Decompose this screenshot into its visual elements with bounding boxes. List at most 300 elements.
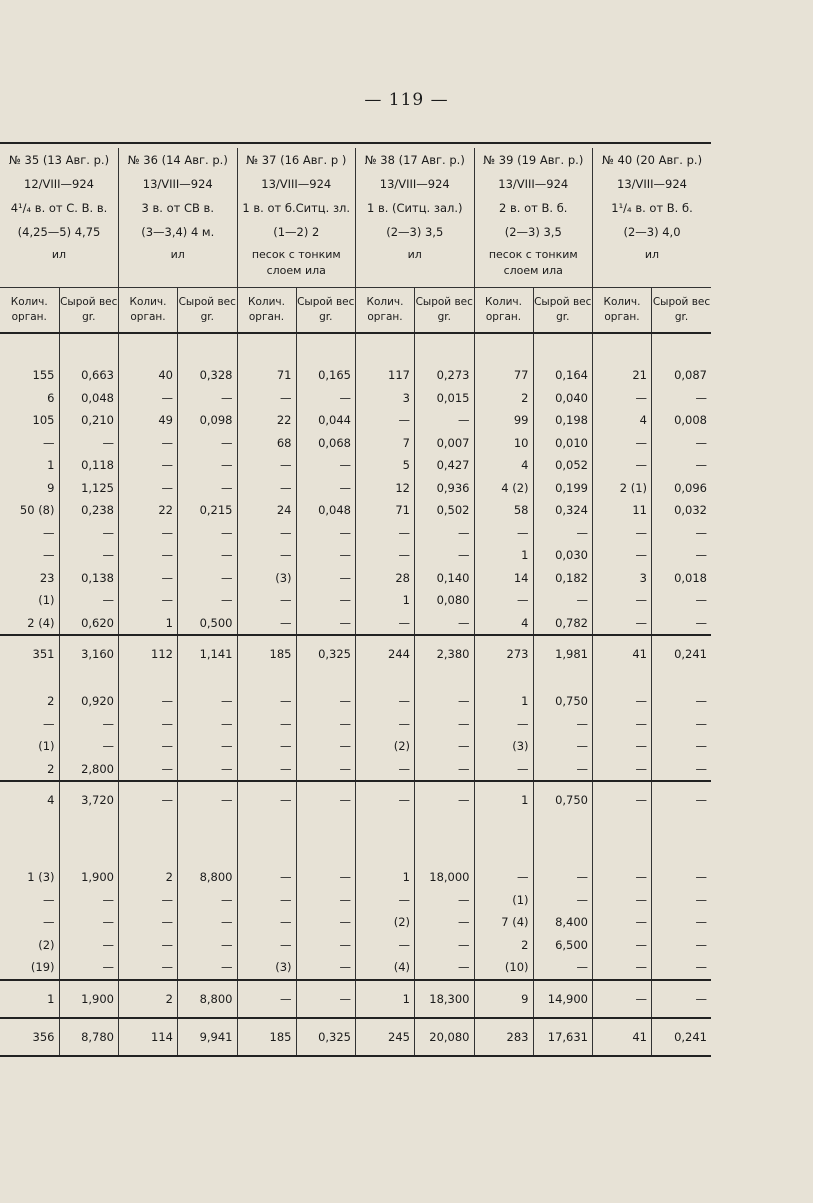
station-no: № 37 (16 Авг. р ): [237, 148, 356, 172]
page-number: — 119 —: [364, 90, 449, 110]
data-cell: —: [178, 589, 238, 612]
table-row: [0, 432, 711, 455]
station-soil: ил: [119, 244, 238, 288]
data-cell: —: [296, 454, 356, 477]
data-cell: —: [237, 387, 296, 410]
data-cell: —: [296, 387, 356, 410]
data-cell: 0,325: [296, 1018, 356, 1056]
data-cell: 0,080: [415, 589, 475, 612]
data-cell: 4: [0, 781, 59, 818]
data-cell: —: [593, 866, 652, 889]
data-cell: —: [296, 477, 356, 500]
data-cell: 14,900: [533, 980, 593, 1018]
data-cell: —: [296, 934, 356, 957]
data-cell: —: [652, 866, 712, 889]
data-cell: —: [593, 454, 652, 477]
data-cell: —: [178, 567, 238, 590]
station-header-date: [0, 172, 711, 196]
data-cell: —: [593, 589, 652, 612]
data-cell: 2: [474, 387, 533, 410]
data-cell: —: [43, 525, 55, 540]
data-cell: —: [178, 781, 238, 818]
data-cell: —: [474, 713, 533, 736]
station-no: № 35 (13 Авг. р.): [8, 153, 110, 167]
data-cell: 14: [474, 567, 533, 590]
table-row: [0, 409, 711, 432]
data-cell: —: [356, 690, 415, 713]
data-cell: 1: [474, 781, 533, 818]
data-cell: 8,780: [59, 1018, 119, 1056]
data-cell: 24: [237, 499, 296, 522]
data-cell: —: [237, 758, 296, 782]
data-cell: 0,048: [296, 499, 356, 522]
empty-cell: [474, 818, 533, 866]
station-loc: 1¹/₄ в. от В. б.: [593, 196, 712, 220]
data-cell: (10): [474, 956, 533, 980]
table-row: [0, 387, 711, 410]
data-cell: 18,000: [415, 866, 475, 889]
data-cell: —: [593, 612, 652, 636]
empty-cell: [652, 818, 712, 866]
data-cell: —: [119, 781, 178, 818]
data-cell: —: [178, 690, 238, 713]
data-cell: —: [533, 889, 593, 912]
data-cell: 68: [237, 432, 296, 455]
data-cell: 0,052: [533, 454, 593, 477]
data-cell: 105: [32, 413, 55, 428]
data-cell: —: [652, 432, 712, 455]
data-cell: —: [43, 716, 55, 731]
data-cell: 2: [119, 980, 178, 1018]
data-cell: —: [593, 980, 652, 1018]
data-cell: 351: [0, 635, 59, 672]
data-cell: 40: [119, 364, 178, 387]
data-cell: 0,936: [415, 477, 475, 500]
data-cell: 0,782: [533, 612, 593, 636]
data-cell: —: [119, 387, 178, 410]
data-cell: 0,663: [59, 364, 119, 387]
data-cell: —: [652, 713, 712, 736]
data-cell: (4): [356, 956, 415, 980]
data-cell: —: [593, 934, 652, 957]
data-cell: 0,030: [533, 544, 593, 567]
data-cell: —: [296, 589, 356, 612]
data-cell: —: [296, 544, 356, 567]
data-cell: 1,141: [178, 635, 238, 672]
data-cell: —: [119, 735, 178, 758]
data-cell: 3,720: [59, 781, 119, 818]
empty-cell: [59, 333, 119, 364]
data-cell: —: [178, 758, 238, 782]
data-cell: —: [533, 866, 593, 889]
data-cell: —: [59, 735, 119, 758]
empty-cell: [652, 672, 712, 690]
data-cell: 1,900: [59, 980, 119, 1018]
station-date: 12/VIII—924: [24, 177, 94, 191]
empty-cell: [356, 333, 415, 364]
station-loc: 1 в. (Ситц. зал.): [356, 196, 475, 220]
data-cell: 1: [119, 612, 178, 636]
data-cell: 41: [593, 1018, 652, 1056]
data-cell: 185: [237, 1018, 296, 1056]
data-cell: —: [356, 889, 415, 912]
data-cell: 0,238: [59, 499, 119, 522]
data-cell: —: [415, 544, 475, 567]
data-cell: 2: [474, 934, 533, 957]
data-cell: —: [652, 758, 712, 782]
data-cell: —: [652, 735, 712, 758]
data-cell: 0,096: [652, 477, 712, 500]
data-cell: —: [652, 690, 712, 713]
station-soil: песок с тонким слоем ила: [474, 244, 593, 288]
data-cell: 4: [474, 454, 533, 477]
station-date: 13/VIII—924: [119, 172, 238, 196]
weight-header: Сырой вес gr.: [59, 288, 119, 334]
station-no: № 40 (20 Авг. р.): [593, 148, 712, 172]
data-cell: —: [533, 735, 593, 758]
data-cell: 0,008: [652, 409, 712, 432]
station-loc: 1 в. от б.Ситц. зл.: [237, 196, 356, 220]
empty-cell: [415, 333, 475, 364]
empty-cell: [356, 672, 415, 690]
station-soil: песок с тонким слоем ила: [237, 244, 356, 288]
data-cell: 21: [593, 364, 652, 387]
data-cell: —: [593, 889, 652, 912]
data-cell: —: [593, 781, 652, 818]
data-cell: —: [415, 911, 475, 934]
data-cell: —: [356, 934, 415, 957]
data-cell: 0,273: [415, 364, 475, 387]
station-date: 13/VIII—924: [237, 172, 356, 196]
data-cell: —: [237, 477, 296, 500]
table-row: [0, 477, 711, 500]
data-cell: —: [415, 713, 475, 736]
table-row: [0, 567, 711, 590]
data-cell: —: [119, 432, 178, 455]
data-cell: 12: [356, 477, 415, 500]
station-soil: ил: [593, 244, 712, 288]
station-date: 13/VIII—924: [356, 172, 475, 196]
station-header-depth: [0, 220, 711, 244]
data-cell: (3): [237, 567, 296, 590]
station-soil: ил: [356, 244, 475, 288]
data-cell: —: [415, 612, 475, 636]
subtotal-row: [0, 635, 711, 672]
data-cell: 2,380: [415, 635, 475, 672]
empty-cell: [593, 818, 652, 866]
data-cell: —: [652, 522, 712, 545]
data-cell: —: [296, 612, 356, 636]
data-cell: 0,750: [533, 690, 593, 713]
data-cell: —: [237, 454, 296, 477]
data-cell: —: [119, 934, 178, 957]
table-row: [0, 499, 711, 522]
empty-cell: [119, 818, 178, 866]
data-cell: 283: [474, 1018, 533, 1056]
data-cell: —: [237, 781, 296, 818]
data-cell: 50 (8): [19, 503, 55, 518]
data-cell: —: [356, 409, 415, 432]
data-cell: 356: [0, 1018, 59, 1056]
data-cell: 1: [356, 980, 415, 1018]
data-cell: —: [652, 934, 712, 957]
empty-cell: [474, 333, 533, 364]
empty-cell: [296, 333, 356, 364]
data-cell: —: [415, 758, 475, 782]
count-header: Колич. орган.: [237, 288, 296, 334]
weight-header: Сырой вес gr.: [533, 288, 593, 334]
data-cell: —: [119, 956, 178, 980]
data-cell: —: [652, 612, 712, 636]
data-cell: 1,900: [59, 866, 119, 889]
empty-cell: [533, 818, 593, 866]
data-cell: —: [356, 781, 415, 818]
data-cell: —: [237, 589, 296, 612]
count-header: Колич. орган.: [0, 288, 59, 334]
empty-cell: [59, 672, 119, 690]
data-cell: 4: [593, 409, 652, 432]
data-cell: (2): [356, 911, 415, 934]
table-row: [0, 889, 711, 912]
data-cell: 8,800: [178, 866, 238, 889]
data-cell: —: [652, 889, 712, 912]
data-cell: —: [59, 911, 119, 934]
station-depth: (4,25—5) 4,75: [17, 225, 101, 239]
data-cell: —: [59, 713, 119, 736]
weight-header: Сырой вес gr.: [296, 288, 356, 334]
data-cell: —: [237, 980, 296, 1018]
data-cell: —: [43, 548, 55, 563]
data-cell: —: [356, 713, 415, 736]
data-cell: 3: [593, 567, 652, 590]
data-cell: —: [59, 934, 119, 957]
data-cell: —: [178, 956, 238, 980]
data-cell: 1: [0, 980, 59, 1018]
data-cell: 2: [47, 761, 55, 776]
data-cell: —: [296, 735, 356, 758]
data-cell: —: [593, 432, 652, 455]
data-cell: 155: [32, 368, 55, 383]
data-cell: 3: [356, 387, 415, 410]
data-cell: —: [652, 589, 712, 612]
data-cell: —: [415, 735, 475, 758]
bottom-rule: [0, 1056, 711, 1059]
data-cell: —: [178, 477, 238, 500]
data-cell: —: [59, 889, 119, 912]
station-soil: ил: [0, 244, 119, 288]
empty-cell: [0, 672, 59, 690]
data-cell: —: [593, 735, 652, 758]
data-cell: —: [237, 911, 296, 934]
data-cell: 114: [119, 1018, 178, 1056]
empty-cell: [237, 818, 296, 866]
data-cell: 6,500: [533, 934, 593, 957]
data-cell: 0,500: [178, 612, 238, 636]
data-cell: 8,400: [533, 911, 593, 934]
data-cell: 0,241: [652, 635, 712, 672]
data-cell: (3): [474, 735, 533, 758]
data-cell: —: [593, 544, 652, 567]
spacer-row: [0, 818, 711, 866]
data-cell: —: [415, 690, 475, 713]
data-cell: —: [59, 589, 119, 612]
data-cell: (2): [356, 735, 415, 758]
empty-cell: [296, 672, 356, 690]
data-cell: 5: [356, 454, 415, 477]
data-cell: —: [356, 612, 415, 636]
empty-cell: [593, 672, 652, 690]
data-cell: 1: [47, 458, 55, 473]
table-row: [0, 589, 711, 612]
data-cell: 0,427: [415, 454, 475, 477]
data-cell: —: [652, 980, 712, 1018]
data-cell: 0,018: [652, 567, 712, 590]
empty-cell: [356, 818, 415, 866]
data-cell: —: [593, 911, 652, 934]
data-cell: 6: [47, 390, 55, 405]
station-depth: (2—3) 3,5: [356, 220, 475, 244]
data-cell: —: [119, 544, 178, 567]
data-cell: 0,068: [296, 432, 356, 455]
station-depth: (2—3) 3,5: [474, 220, 593, 244]
data-cell: 17,631: [533, 1018, 593, 1056]
data-cell: —: [296, 522, 356, 545]
data-cell: (1): [474, 889, 533, 912]
data-cell: 1 (3): [27, 870, 55, 885]
empty-cell: [296, 818, 356, 866]
data-cell: 0,010: [533, 432, 593, 455]
empty-cell: [415, 672, 475, 690]
data-cell: 0,620: [59, 612, 119, 636]
table-row: [0, 956, 711, 980]
data-cell: 185: [237, 635, 296, 672]
data-cell: —: [178, 889, 238, 912]
data-cell: 0,198: [533, 409, 593, 432]
data-cell: 71: [356, 499, 415, 522]
data-cell: 0,007: [415, 432, 475, 455]
empty-cell: [178, 672, 238, 690]
data-cell: —: [415, 934, 475, 957]
data-cell: —: [119, 911, 178, 934]
data-cell: 4: [474, 612, 533, 636]
data-cell: 0,324: [533, 499, 593, 522]
data-cell: 112: [119, 635, 178, 672]
table-row: [0, 911, 711, 934]
data-cell: 7: [356, 432, 415, 455]
data-cell: —: [237, 612, 296, 636]
data-cell: —: [178, 713, 238, 736]
data-cell: —: [415, 956, 475, 980]
data-cell: —: [415, 409, 475, 432]
data-cell: 0,920: [59, 690, 119, 713]
data-cell: —: [237, 866, 296, 889]
data-cell: —: [533, 589, 593, 612]
station-no: № 38 (17 Авг. р.): [356, 148, 475, 172]
data-cell: —: [474, 589, 533, 612]
count-header: Колич. орган.: [474, 288, 533, 334]
station-no: № 39 (19 Авг. р.): [474, 148, 593, 172]
data-cell: —: [296, 713, 356, 736]
data-cell: —: [237, 713, 296, 736]
data-cell: 2: [119, 866, 178, 889]
data-cell: —: [415, 889, 475, 912]
empty-cell: [237, 672, 296, 690]
data-cell: 1,125: [59, 477, 119, 500]
data-cell: —: [237, 544, 296, 567]
benthos-table: [0, 142, 710, 1059]
data-cell: 244: [356, 635, 415, 672]
data-cell: —: [533, 758, 593, 782]
table-row: [0, 612, 711, 636]
data-cell: —: [593, 522, 652, 545]
data-cell: 0,087: [652, 364, 712, 387]
station-header-no: [0, 148, 711, 172]
data-cell: —: [296, 980, 356, 1018]
data-cell: 0,215: [178, 499, 238, 522]
table-row: [0, 758, 711, 782]
data-cell: —: [119, 589, 178, 612]
data-cell: —: [296, 889, 356, 912]
data-cell: —: [415, 522, 475, 545]
data-cell: —: [296, 567, 356, 590]
data-cell: 1: [356, 589, 415, 612]
empty-cell: [178, 818, 238, 866]
data-cell: 0,138: [59, 567, 119, 590]
station-depth: (3—3,4) 4 м.: [119, 220, 238, 244]
data-cell: —: [119, 567, 178, 590]
table-row: [0, 544, 711, 567]
data-cell: (1): [38, 593, 55, 608]
data-cell: —: [178, 432, 238, 455]
station-no: № 36 (14 Авг. р.): [119, 148, 238, 172]
data-cell: 0,032: [652, 499, 712, 522]
data-cell: —: [533, 956, 593, 980]
subtotal-row: [0, 980, 711, 1018]
count-header: Колич. орган.: [593, 288, 652, 334]
data-cell: —: [119, 477, 178, 500]
station-loc: 3 в. от СВ в.: [119, 196, 238, 220]
empty-cell: [0, 333, 59, 364]
table-row: [0, 522, 711, 545]
station-depth: (2—3) 4,0: [593, 220, 712, 244]
data-cell: 58: [474, 499, 533, 522]
empty-cell: [0, 818, 59, 866]
data-cell: 49: [119, 409, 178, 432]
weight-header: Сырой вес gr.: [652, 288, 712, 334]
empty-cell: [415, 818, 475, 866]
data-cell: —: [652, 454, 712, 477]
data-cell: (19): [30, 960, 55, 975]
data-cell: —: [119, 758, 178, 782]
column-headers: [0, 288, 711, 334]
data-cell: —: [474, 522, 533, 545]
data-cell: —: [119, 690, 178, 713]
data-cell: 41: [593, 635, 652, 672]
data-cell: 273: [474, 635, 533, 672]
data-cell: —: [119, 454, 178, 477]
weight-header: Сырой вес gr.: [415, 288, 475, 334]
empty-cell: [178, 333, 238, 364]
data-cell: —: [237, 735, 296, 758]
data-cell: 77: [474, 364, 533, 387]
data-cell: 8,800: [178, 980, 238, 1018]
data-cell: —: [237, 522, 296, 545]
data-cell: 245: [356, 1018, 415, 1056]
data-cell: 0,241: [652, 1018, 712, 1056]
station-depth: (1—2) 2: [237, 220, 356, 244]
data-cell: —: [533, 522, 593, 545]
data-cell: —: [59, 544, 119, 567]
